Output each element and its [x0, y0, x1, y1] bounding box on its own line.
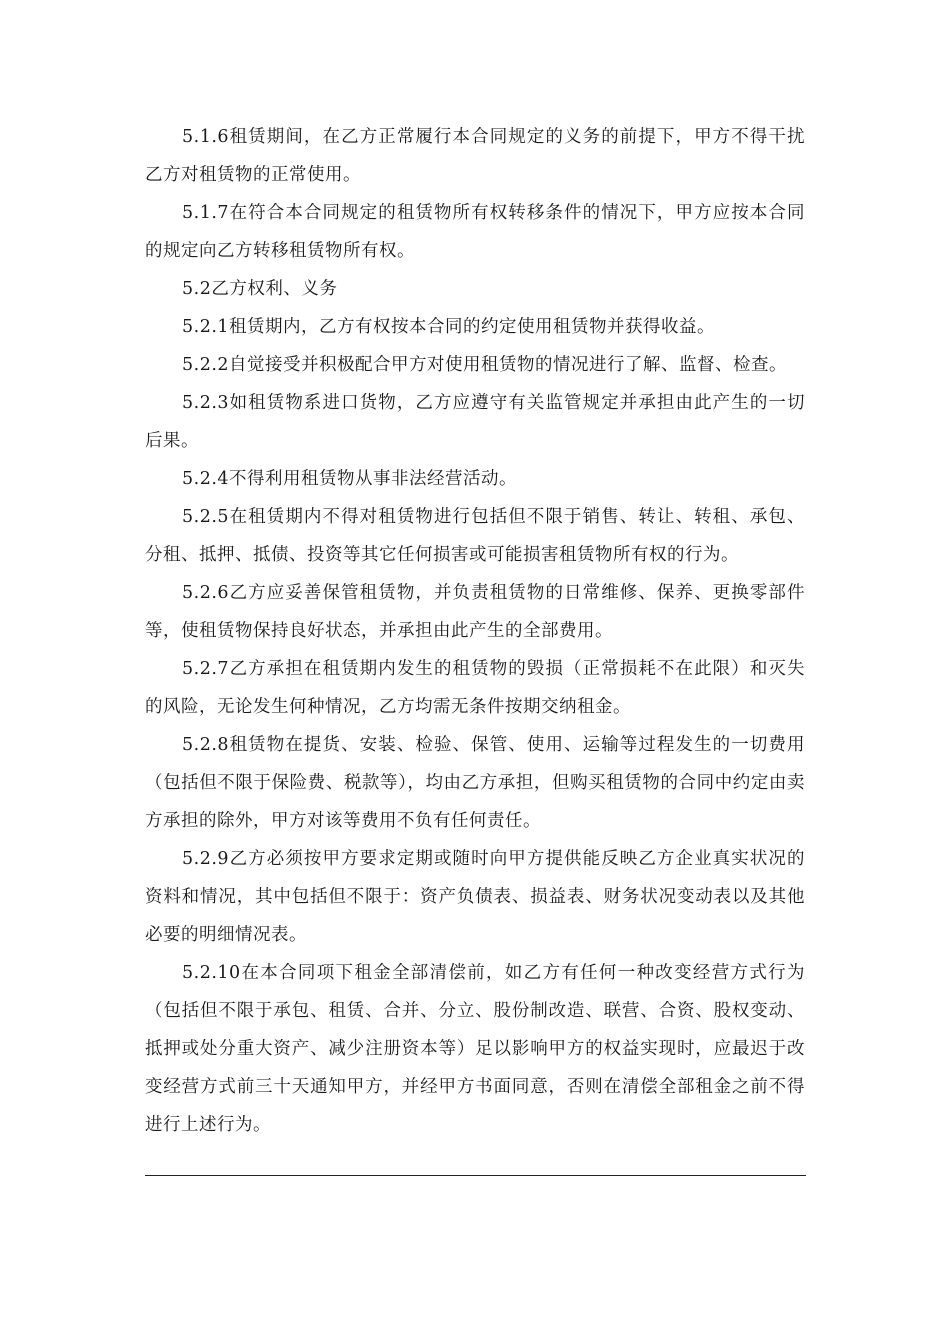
document-body — [145, 118, 805, 1144]
clause-5-2-2: 5.2.2自觉接受并积极配合甲方对使用租赁物的情况进行了解、监督、检查。 — [182, 355, 788, 375]
clause-5-2-9: 5.2.9乙方必须按甲方要求定期或随时向甲方提供能反映乙方企业真实状况的资料和情况，其中包括但不限于：资产负债表、损益表、财务状况变动表以及其他必要的明细情况表。 — [145, 849, 805, 945]
clause-5-1-6: 5.1.6租赁期间，在乙方正常履行本合同规定的义务的前提下，甲方不得干扰乙方对租赁物的正常使用。 — [145, 127, 805, 185]
clause-5-2-7: 5.2.7乙方承担在租赁期内发生的租赁物的毁损（正常损耗不在此限）和灭失的风险，无论发生何种情况，乙方均需无条件按期交纳租金。 — [145, 659, 805, 717]
clause-5-2-5: 5.2.5在租赁期内不得对租赁物进行包括但不限于销售、转让、转租、承包、分租、抵押、抵债、投资等其它任何损害或可能损害租赁物所有权的行为。 — [145, 507, 805, 565]
bottom-divider — [145, 1175, 806, 1176]
clause-5-2-8: 5.2.8租赁物在提货、安装、检验、保管、使用、运输等过程发生的一切费用（包括但不限于保险费、税款等），均由乙方承担，但购买租赁物的合同中约定由卖方承担的除外，甲方对该等费用不负有任何责任。 — [145, 735, 805, 831]
clause-5-2-10: 5.2.10在本合同项下租金全部清偿前，如乙方有任何一种改变经营方式行为（包括但不限于承包、租赁、合并、分立、股份制改造、联营、合资、股权变动、抵押或处分重大资产、减少注册资本等）足以影响甲方的权益实现时，应最迟于改变经营方式前三十天通知甲方，并经甲方书面同意，否则在清偿全部租金之前不得进行上述行为。 — [145, 963, 805, 1135]
clause-5-2-4: 5.2.4不得利用租赁物从事非法经营活动。 — [182, 469, 518, 489]
section-5-2-heading: 5.2乙方权利、义务 — [182, 279, 338, 299]
clause-5-2-6: 5.2.6乙方应妥善保管租赁物，并负责租赁物的日常维修、保养、更换零部件等，使租赁物保持良好状态，并承担由此产生的全部费用。 — [145, 583, 805, 641]
clause-5-2-1: 5.2.1租赁期内，乙方有权按本合同的约定使用租赁物并获得收益。 — [182, 317, 716, 337]
clause-5-1-7: 5.1.7在符合本合同规定的租赁物所有权转移条件的情况下，甲方应按本合同的规定向乙方转移租赁物所有权。 — [145, 203, 805, 261]
clause-5-2-3: 5.2.3如租赁物系进口货物，乙方应遵守有关监管规定并承担由此产生的一切后果。 — [145, 393, 805, 451]
